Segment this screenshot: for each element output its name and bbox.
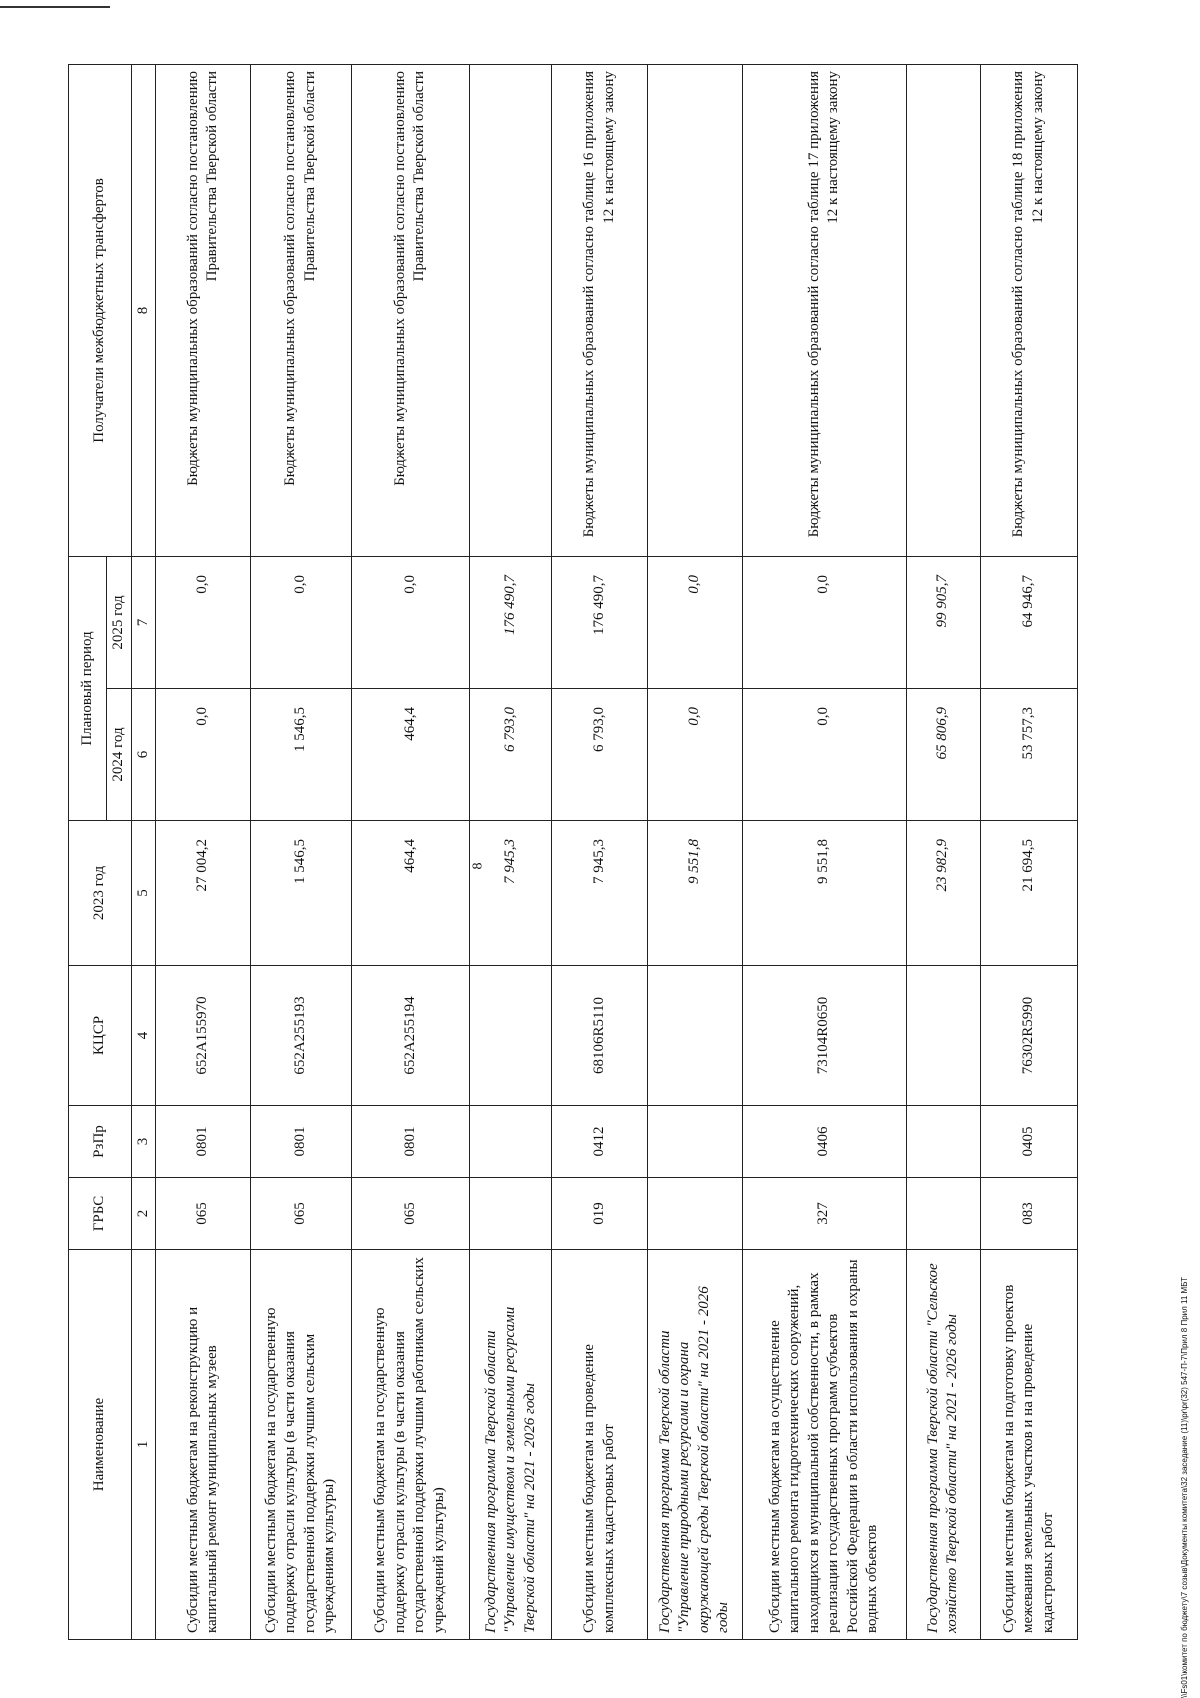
scan-edge-line: [0, 6, 110, 8]
cell-2023: 27 004,2: [156, 821, 251, 966]
column-index: 1: [131, 1250, 156, 1640]
cell-rzpr: [647, 1106, 742, 1178]
cell-2023: 1 546,5: [251, 821, 351, 966]
table-row: [351, 64, 469, 1639]
cell-2023: 9 551,8: [742, 821, 906, 966]
cell-grbs: 327: [742, 1178, 906, 1250]
cell-2023: 23 982,9: [906, 821, 980, 966]
cell-2023: 7 945,3: [552, 821, 647, 966]
cell-kcsr: [906, 966, 980, 1106]
cell-2025: 0,0: [251, 556, 351, 688]
cell-2024: 6 793,0: [552, 689, 647, 821]
header-kcsr: КЦСР: [69, 966, 132, 1106]
column-index: 2: [131, 1178, 156, 1250]
cell-name: Субсидии местным бюджетам на государственную поддержку отрасли культуры (в части оказания государственной поддержки лучшим сельским учреждениям культуры): [251, 1250, 351, 1640]
cell-2023: 7 945,3: [470, 821, 552, 966]
cell-2025: 0,0: [156, 556, 251, 688]
cell-2025: 176 490,7: [552, 556, 647, 688]
cell-recipient: Бюджеты муниципальных образований согласно постановлению Правительства Тверской области: [251, 64, 351, 556]
cell-rzpr: 0801: [351, 1106, 469, 1178]
cell-kcsr: 76302R5990: [980, 966, 1077, 1106]
cell-kcsr: [647, 966, 742, 1106]
cell-kcsr: 652A155970: [156, 966, 251, 1106]
header-year-2025: 2025 год: [107, 556, 132, 688]
cell-2024: 6 793,0: [470, 689, 552, 821]
header-planned-period: Плановый период: [69, 556, 107, 820]
cell-2023: 9 551,8: [647, 821, 742, 966]
cell-grbs: [470, 1178, 552, 1250]
program-row: [906, 64, 980, 1639]
program-row: [647, 64, 742, 1639]
rotated-page-content: [68, 65, 1078, 1640]
cell-2025: 64 946,7: [980, 556, 1077, 688]
table-row: [742, 64, 906, 1639]
cell-2024: 0,0: [647, 689, 742, 821]
header-name: Наименование: [69, 1250, 132, 1640]
cell-rzpr: [470, 1106, 552, 1178]
cell-name: Субсидии местным бюджетам на подготовку проектов межевания земельных участков и на проведение кадастровых работ: [980, 1250, 1077, 1640]
cell-recipient: [906, 64, 980, 556]
column-index: 4: [131, 966, 156, 1106]
cell-2023: 21 694,5: [980, 821, 1077, 966]
cell-name: Субсидии местным бюджетам на реконструкцию и капитальный ремонт муниципальных музеев: [156, 1250, 251, 1640]
cell-program-name: Государственная программа Тверской области "Сельское хозяйство Тверской области" на 2021 - 2026 годы: [906, 1250, 980, 1640]
table-row: [980, 64, 1077, 1639]
cell-rzpr: 0801: [251, 1106, 351, 1178]
cell-kcsr: [470, 966, 552, 1106]
cell-2024: 65 806,9: [906, 689, 980, 821]
cell-kcsr: 73104R0650: [742, 966, 906, 1106]
cell-grbs: 065: [156, 1178, 251, 1250]
cell-rzpr: 0405: [980, 1106, 1077, 1178]
column-index: 8: [131, 64, 156, 556]
cell-grbs: 083: [980, 1178, 1077, 1250]
cell-recipient: Бюджеты муниципальных образований согласно таблице 18 приложения 12 к настоящему закону: [980, 64, 1077, 556]
cell-name: Субсидии местным бюджетам на проведение комплексных кадастровых работ: [552, 1250, 647, 1640]
table-row: [552, 64, 647, 1639]
program-row: [470, 64, 552, 1639]
cell-name: Субсидии местным бюджетам на осуществление капитального ремонта гидротехнических сооружений, находящихся в муниципальной собственности, в рамках реализации государственных программ субъектов Российской Федерации в области использования и охраны водных объектов: [742, 1250, 906, 1640]
header-grbs: ГРБС: [69, 1178, 132, 1250]
cell-recipient: Бюджеты муниципальных образований согласно постановлению Правительства Тверской области: [351, 64, 469, 556]
column-index: 6: [131, 689, 156, 821]
cell-kcsr: 652A255193: [251, 966, 351, 1106]
cell-rzpr: 0406: [742, 1106, 906, 1178]
cell-kcsr: 652A255194: [351, 966, 469, 1106]
cell-recipient: Бюджеты муниципальных образований согласно постановлению Правительства Тверской области: [156, 64, 251, 556]
cell-grbs: [647, 1178, 742, 1250]
page-number: 8: [470, 862, 486, 870]
column-index: 7: [131, 556, 156, 688]
header-year-2024: 2024 год: [107, 689, 132, 821]
cell-2025: 0,0: [742, 556, 906, 688]
column-index-row: [131, 64, 156, 1639]
cell-2024: 0,0: [742, 689, 906, 821]
cell-recipient: [470, 64, 552, 556]
cell-recipient: Бюджеты муниципальных образований согласно таблице 16 приложения 12 к настоящему закону: [552, 64, 647, 556]
cell-recipient: Бюджеты муниципальных образований согласно таблице 17 приложения 12 к настоящему закону: [742, 64, 906, 556]
footer-file-path: \\Fs01\комитет по бюджету\7 созыв\Документы комитета\32 заседание (11)\pr\pr(32) 547-П-7\Прил 8 Прил 11 МБТ: [1180, 1277, 1189, 1698]
column-index: 5: [131, 821, 156, 966]
cell-2023: 464,4: [351, 821, 469, 966]
cell-program-name: Государственная программа Тверской области "Управление имуществом и земельными ресурсами Тверской области" на 2021 - 2026 годы: [470, 1250, 552, 1640]
table-row: [156, 64, 251, 1639]
cell-grbs: 065: [351, 1178, 469, 1250]
cell-grbs: 019: [552, 1178, 647, 1250]
cell-kcsr: 68106R5110: [552, 966, 647, 1106]
cell-2024: 0,0: [156, 689, 251, 821]
cell-2024: 53 757,3: [980, 689, 1077, 821]
cell-grbs: [906, 1178, 980, 1250]
column-index: 3: [131, 1106, 156, 1178]
cell-2025: 0,0: [647, 556, 742, 688]
table-row: [251, 64, 351, 1639]
cell-2025: 99 905,7: [906, 556, 980, 688]
header-year-2023: 2023 год: [69, 821, 132, 966]
cell-recipient: [647, 64, 742, 556]
cell-2025: 176 490,7: [470, 556, 552, 688]
cell-name: Субсидии местным бюджетам на государственную поддержку отрасли культуры (в части оказания государственной поддержки лучшим работникам сельских учреждений культуры): [351, 1250, 469, 1640]
header-recipients: Получатели межбюджетных трансфертов: [69, 64, 132, 556]
budget-transfers-table: [68, 64, 1078, 1640]
cell-rzpr: 0801: [156, 1106, 251, 1178]
cell-rzpr: [906, 1106, 980, 1178]
cell-2024: 464,4: [351, 689, 469, 821]
cell-rzpr: 0412: [552, 1106, 647, 1178]
cell-2024: 1 546,5: [251, 689, 351, 821]
cell-grbs: 065: [251, 1178, 351, 1250]
header-rzpr: РзПр: [69, 1106, 132, 1178]
cell-program-name: Государственная программа Тверской области "Управление природными ресурсами и охрана окружающей среды Тверской области" на 2021 - 2026 годы: [647, 1250, 742, 1640]
cell-2025: 0,0: [351, 556, 469, 688]
